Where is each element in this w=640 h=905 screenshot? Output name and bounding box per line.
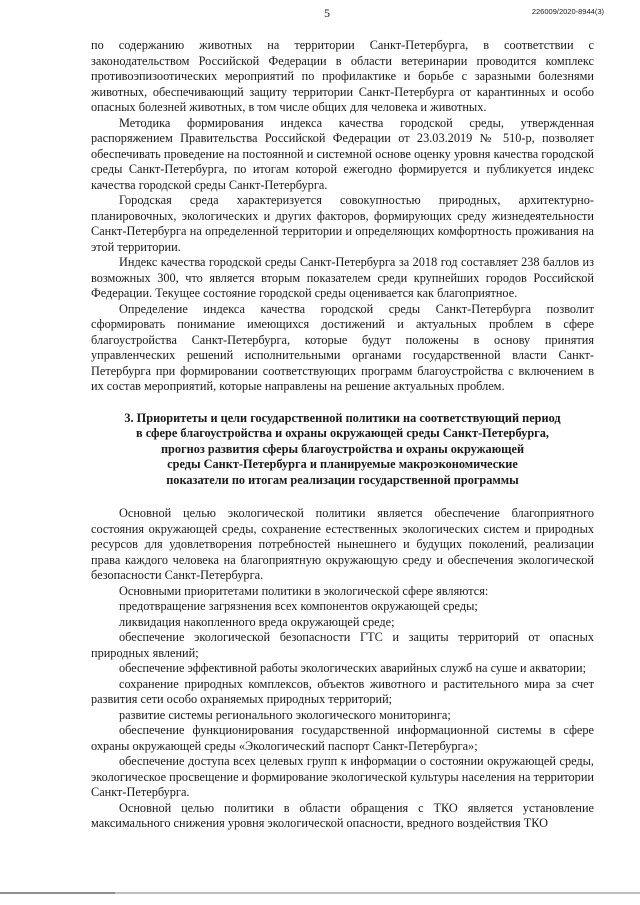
list-item: сохранение природных комплексов, объектов животного и растительного мира за счет развития сети особо охраняемых природных территорий; (91, 676, 594, 706)
page-number: 5 (324, 6, 330, 20)
section-heading-line: в сфере благоустройства и охраны окружающей среды Санкт-Петербурга, (136, 426, 549, 440)
list-item: ликвидация накопленного вреда окружающей среде; (119, 614, 395, 629)
paragraph: Основной целью экологической политики является обеспечение благоприятного состояния окружающей среды, сохранение естественных экологических систем и природных ресурсов для удовлетворения потребностей нынешнего и будущих поколений, реализации права каждого человека на благоприятную окружающую среду и обеспечения экологической безопасности Санкт-Петербурга. (91, 506, 594, 582)
paragraph: Определение индекса качества городской среды Санкт-Петербурга позволит сформировать понимание имеющихся достижений и актуальных проблем в сфере благоустройства Санкт-Петербурга, которые будут положены в основу принятия управленческих решений исполнительными органами государственной власти Санкт-Петербурга при формировании соответствующих программ благоустройства с включением в их состав мероприятий, которые направлены на решение актуальных проблем. (91, 301, 594, 393)
paragraph: по содержанию животных на территории Санкт-Петербурга, в соответствии с законодательством Российской Федерации в области ветеринарии проводится комплекс противоэпизоотических мероприятий по профилактике и борьбе с заразными болезнями животных, обеспечивающий защиту территории Санкт-Петербурга от карантинных и особо опасных болезней животных, в том числе общих для человека и животных. (91, 38, 594, 114)
section-heading (91, 411, 594, 489)
section-heading-line: прогноз развития сферы благоустройства и охраны окружающей (160, 441, 525, 456)
scan-artifact-line (0, 892, 640, 894)
list-item: обеспечение доступа всех целевых групп к информации о состоянии окружающей среды, экологическое просвещение и формирование экологической культуры населения на территории Санкт-Петербурга. (91, 754, 594, 799)
document-code: 226009/2020-8944(3) (531, 7, 604, 16)
list-item: обеспечение эффективной работы экологических аварийных служб на суше и акватории; (119, 661, 586, 675)
list-item: обеспечение экологической безопасности ГТС и защиты территорий от опасных природных явлений; (91, 630, 594, 660)
list-item: предотвращение загрязнения всех компонентов окружающей среды; (119, 599, 478, 613)
paragraph: Основной целью политики в области обращения с ТКО является установление максимального снижения уровня экологической опасности, вредного воздействия ТКО (91, 800, 594, 830)
paragraph: Индекс качества городской среды Санкт-Петербурга за 2018 год составляет 238 баллов из возможных 300, что является вторым показателем среди крупнейших городов Российской Федерации. Текущее состояние городской среды оценивается как благоприятное. (91, 255, 594, 300)
list-item: обеспечение функционирования государственной информационной системы в сфере охраны окружающей среды «Экологический паспорт Санкт-Петербурга»; (91, 723, 594, 753)
page-content (91, 38, 594, 832)
section-heading-line: показатели по итогам реализации государственной программы (166, 472, 519, 487)
section-heading-line: среды Санкт-Петербурга и планируемые макроэкономические (167, 457, 518, 471)
list-item: развитие системы регионального экологического мониторинга; (119, 707, 451, 722)
paragraph: Городская среда характеризуется совокупностью природных, архитектурно-планировочных, экологических и других факторов, формирующих среду жизнедеятельности Санкт-Петербурга на определенной территории и определяющих комфортность проживания на этой территории. (91, 193, 594, 254)
paragraph: Методика формирования индекса качества городской среды, утвержденная распоряжением Правительства Российской Федерации от 23.03.2019 № 510-р, позволяет обеспечивать проведение на постоянной и системной основе оценку уровня качества городской среды Санкт-Петербурга, по итогам которой ежегодно формируется и публикуется индекс качества городской среды Санкт-Петербурга. (91, 115, 594, 192)
section-heading-line: 3. Приоритеты и цели государственной политики на соответствующий период (124, 410, 561, 425)
paragraph: Основными приоритетами политики в экологической сфере являются: (119, 583, 489, 598)
